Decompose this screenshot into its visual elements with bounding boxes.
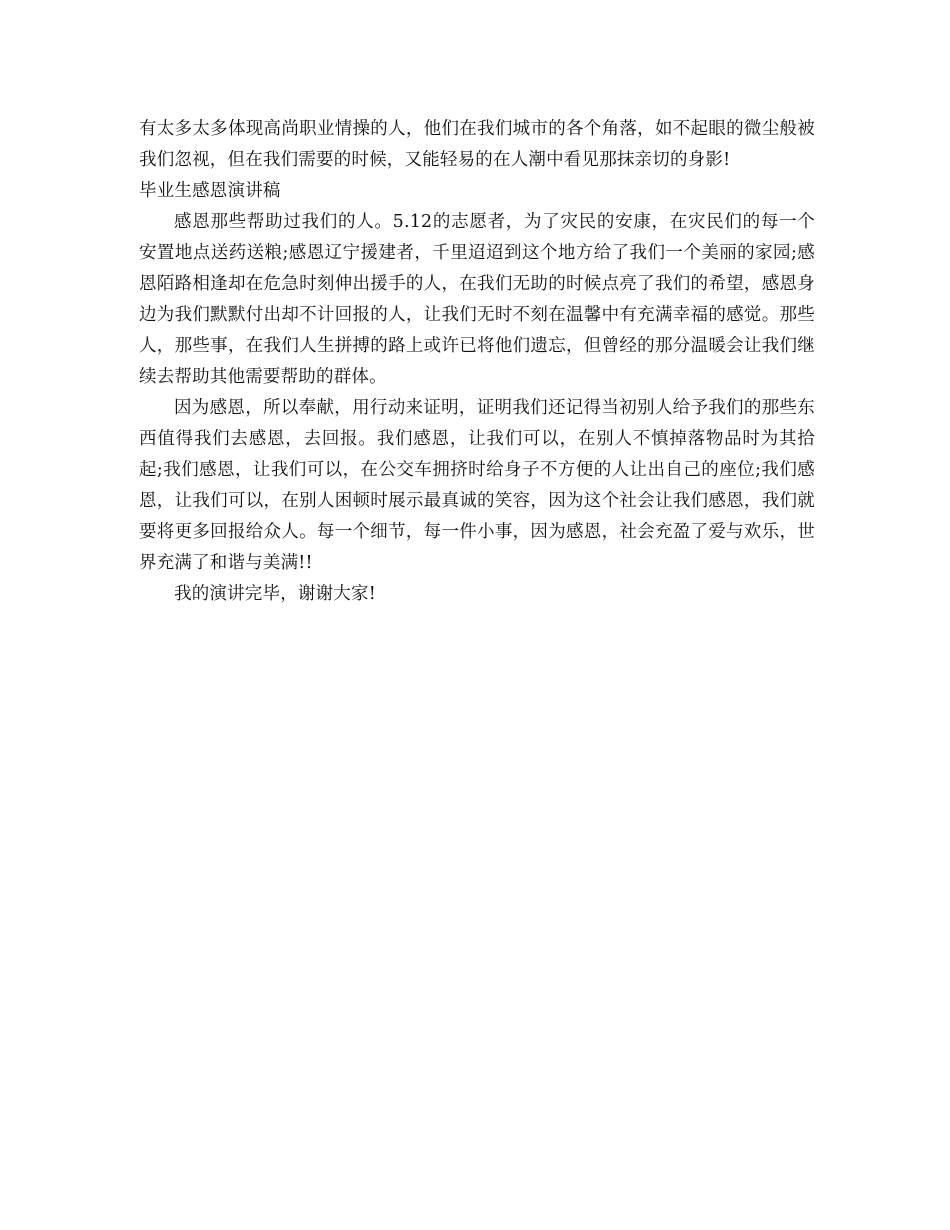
document-body [139,114,815,610]
paragraph-gratitude-helpers: 感恩那些帮助过我们的人。5.12的志愿者，为了灾民的安康，在灾民们的每一个安置地点送药送粮;感恩辽宁援建者，千里迢迢到这个地方给了我们一个美丽的家园;感恩陌路相逢却在危急时刻伸出援手的人，在我们无助的时候点亮了我们的希望，感恩身边为我们默默付出却不计回报的人，让我们无时不刻在温馨中有充满幸福的感觉。那些人，那些事，在我们人生拼搏的路上或许已将他们遗忘，但曾经的那分温暖会让我们继续去帮助其他需要帮助的群体。 [139,212,815,387]
paragraph-gratitude-dedication: 因为感恩，所以奉献，用行动来证明，证明我们还记得当初别人给予我们的那些东西值得我们去感恩，去回报。我们感恩，让我们可以，在别人不慎掉落物品时为其拾起;我们感恩，让我们可以，在公交车拥挤时给身子不方便的人让出自己的座位;我们感恩，让我们可以，在别人困顿时展示最真诚的笑容，因为这个社会让我们感恩，我们就要将更多回报给众人。每一个细节，每一件小事，因为感恩，社会充盈了爱与欢乐，世界充满了和谐与美满!! [139,398,815,573]
paragraph-closing: 我的演讲完毕，谢谢大家! [174,584,376,604]
speech-title: 毕业生感恩演讲稿 [139,181,281,201]
paragraph-continued: 有太多太多体现高尚职业情操的人，他们在我们城市的各个角落，如不起眼的微尘般被我们忽视，但在我们需要的时候，又能轻易的在人潮中看见那抹亲切的身影! [139,119,815,170]
